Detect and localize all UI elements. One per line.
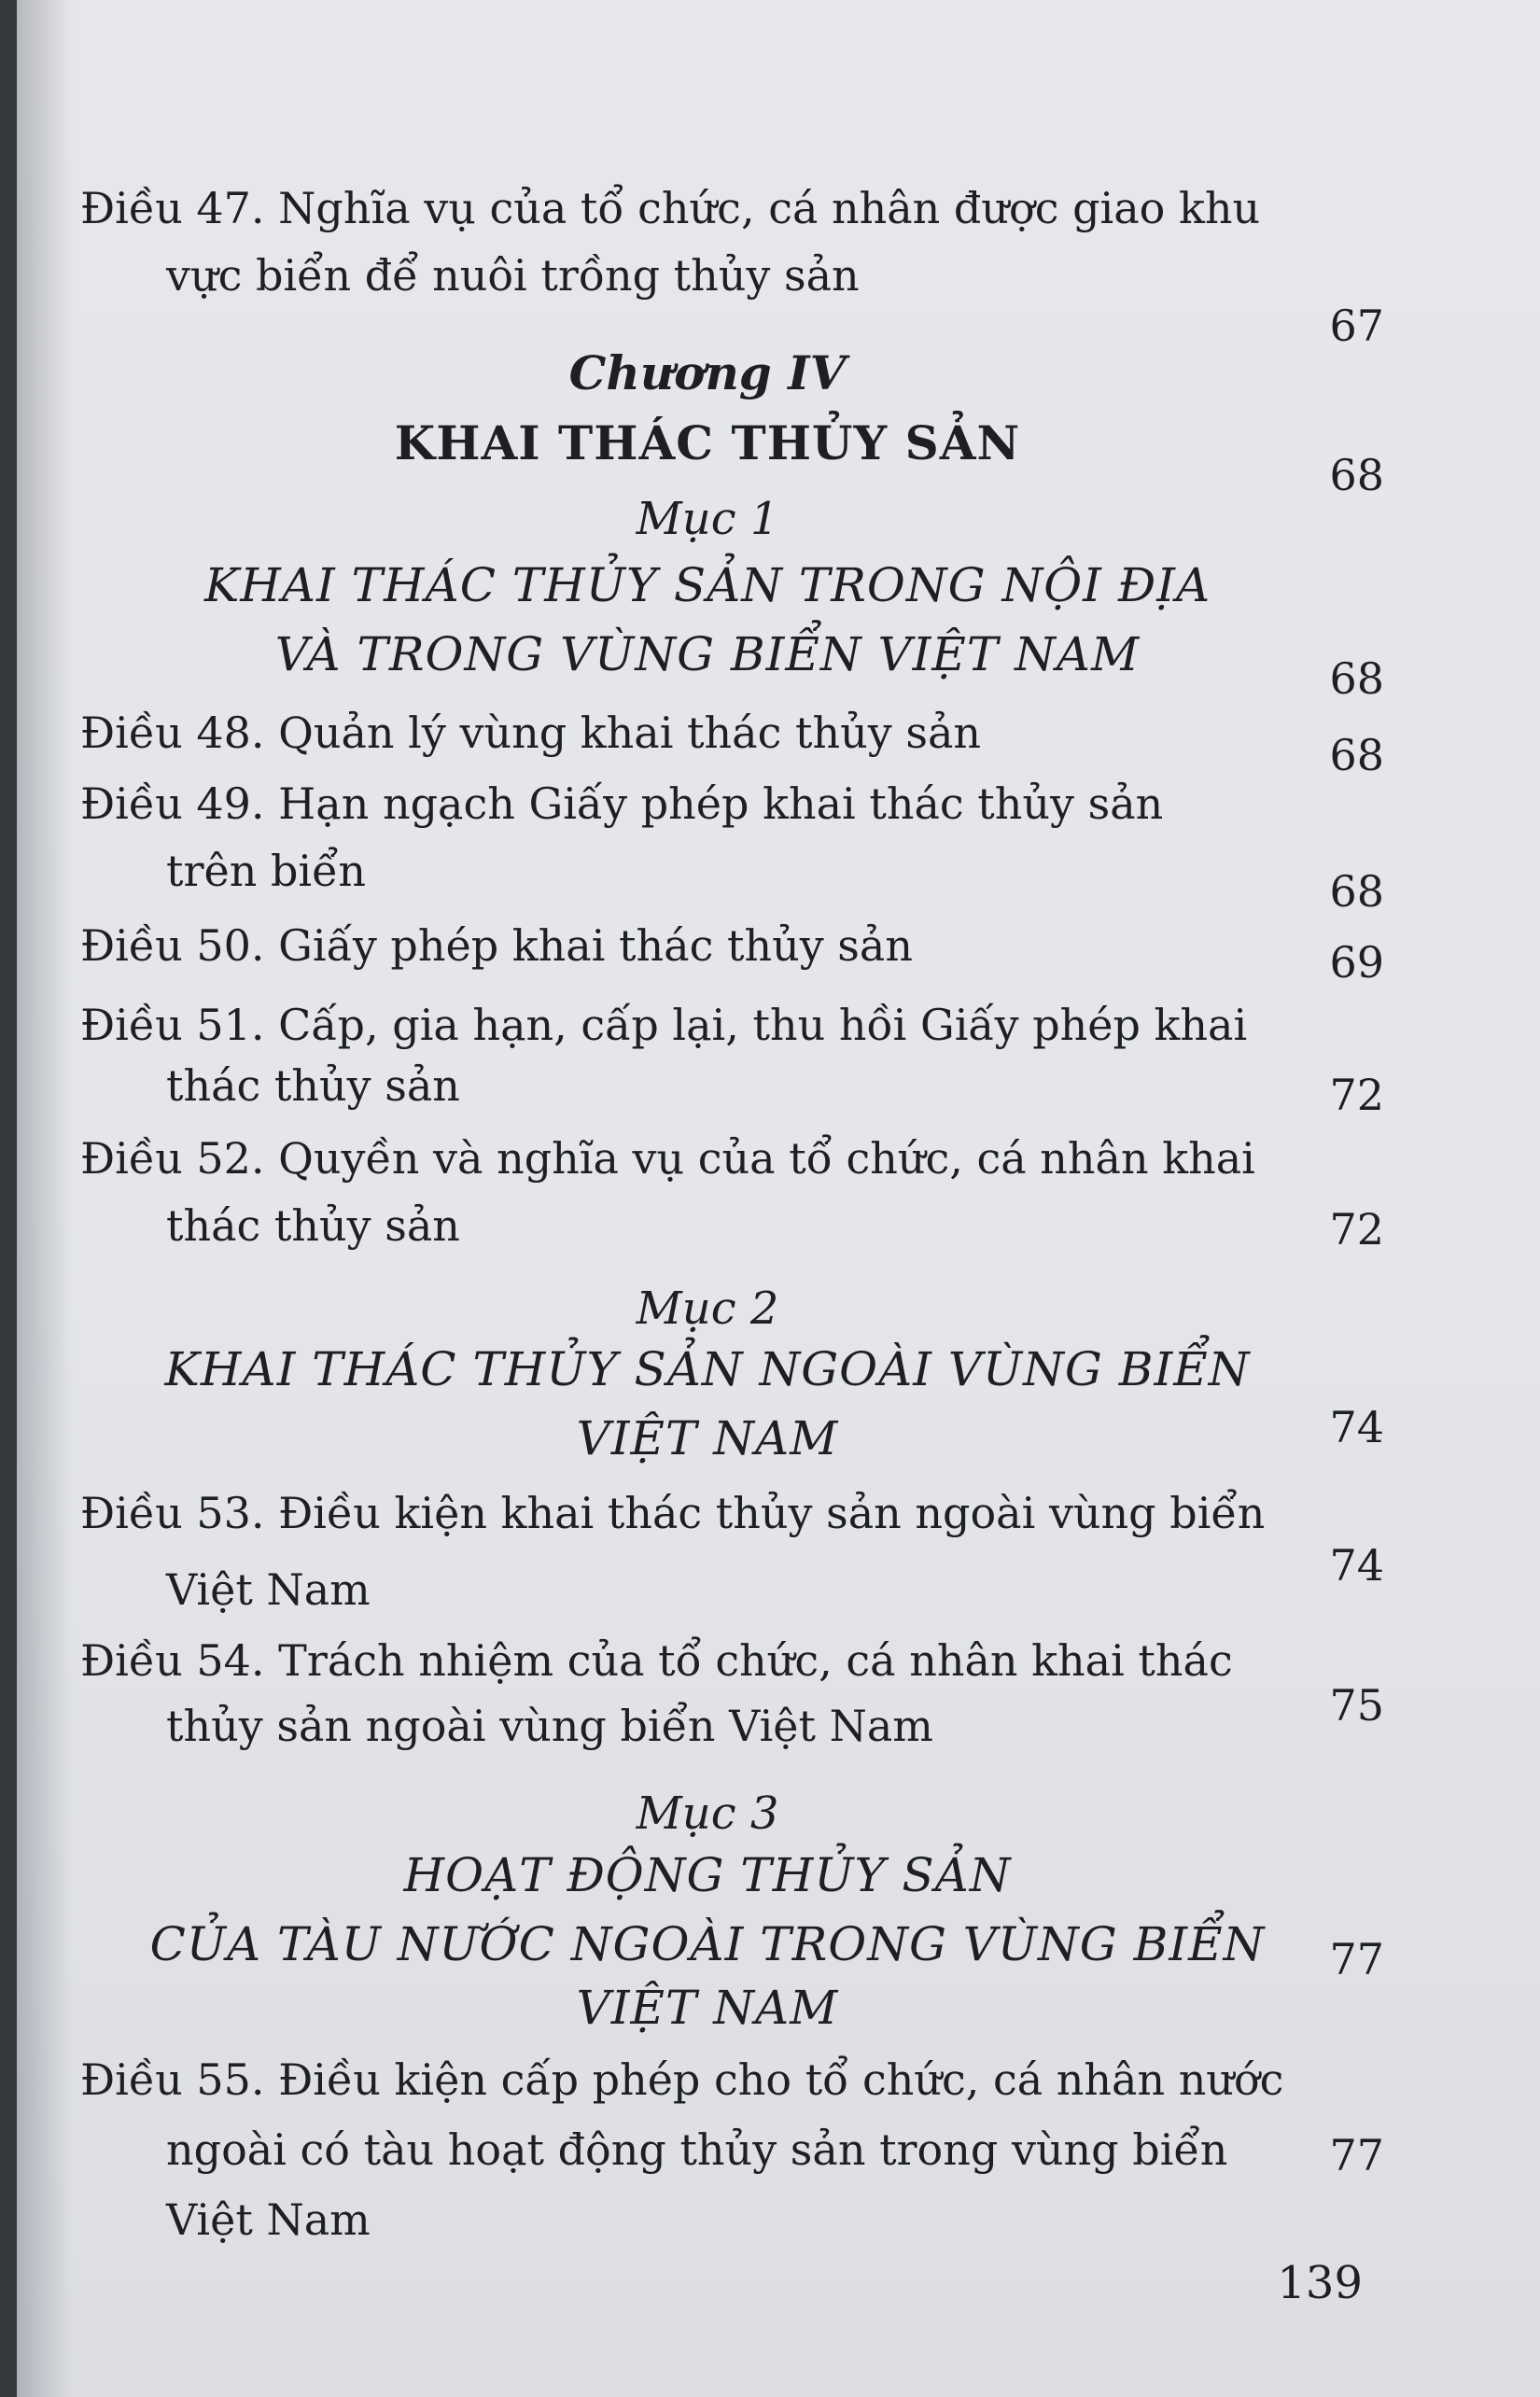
toc-entry-54-page: 75	[1329, 1680, 1384, 1731]
toc-entry-53-line-1: Điều 53. Điều kiện khai thác thủy sản ngoài vùng biển	[80, 1488, 1266, 1538]
toc-entry-47-page: 67	[1329, 301, 1384, 351]
toc-entry-47-line-1: Điều 47. Nghĩa vụ của tổ chức, cá nhân được giao khu	[80, 183, 1261, 233]
toc-entry-54-line-1: Điều 54. Trách nhiệm của tổ chức, cá nhân khai thác	[80, 1635, 1233, 1686]
section-3-title-line-2: CỦA TÀU NƯỚC NGOÀI TRONG VÙNG BIỂN	[149, 1917, 1266, 1971]
toc-entry-55-page: 77	[1329, 2130, 1384, 2180]
toc-entry-49-line-1: Điều 49. Hạn ngạch Giấy phép khai thác thủy sản	[80, 778, 1164, 829]
page-number: 139	[1277, 2257, 1363, 2309]
toc-entry-48-page: 68	[1329, 730, 1384, 780]
section-3-label: Mục 3	[636, 1787, 779, 1840]
toc-entry-52-line-1: Điều 52. Quyền và nghĩa vụ của tổ chức, cá nhân khai	[80, 1133, 1255, 1184]
section-2-title-line-2: VIỆT NAM	[576, 1411, 839, 1465]
section-1-page: 68	[1329, 653, 1384, 704]
toc-entry-50-page: 69	[1329, 937, 1384, 988]
section-1-title-line-2: VÀ TRONG VÙNG BIỂN VIỆT NAM	[274, 627, 1141, 681]
toc-entry-49-page: 68	[1329, 866, 1384, 917]
toc-entry-49-line-2: trên biển	[166, 846, 367, 896]
section-3-title-line-3: VIỆT NAM	[576, 1981, 839, 2035]
toc-entry-51-page: 72	[1329, 1070, 1384, 1120]
toc-entry-51-line-1: Điều 51. Cấp, gia hạn, cấp lại, thu hồi Giấy phép khai	[80, 1000, 1248, 1050]
toc-entry-50-line-1: Điều 50. Giấy phép khai thác thủy sản	[80, 920, 913, 971]
section-1-label: Mục 1	[636, 493, 779, 545]
section-1-title-line-1: KHAI THÁC THỦY SẢN TRONG NỘI ĐỊA	[203, 558, 1211, 612]
chapter-title: KHAI THÁC THỦY SẢN	[394, 415, 1021, 470]
toc-entry-54-line-2: thủy sản ngoài vùng biển Việt Nam	[166, 1701, 933, 1751]
toc-entry-52-line-2: thác thủy sản	[166, 1200, 460, 1251]
section-2-label: Mục 2	[636, 1283, 779, 1335]
toc-entry-55-line-2: ngoài có tàu hoạt động thủy sản trong vùng biển	[166, 2124, 1228, 2175]
toc-entry-55-line-3: Việt Nam	[166, 2194, 371, 2245]
toc-entry-47-line-2: vực biển để nuôi trồng thủy sản	[166, 250, 860, 301]
toc-entry-53-page: 74	[1329, 1540, 1384, 1591]
toc-entry-48-line-1: Điều 48. Quản lý vùng khai thác thủy sản	[80, 708, 981, 758]
section-3-title-line-1: HOẠT ĐỘNG THỦY SẢN	[403, 1848, 1012, 1902]
toc-entry-55-line-1: Điều 55. Điều kiện cấp phép cho tổ chức, cá nhân nước	[80, 2054, 1284, 2105]
section-2-page: 74	[1329, 1402, 1384, 1452]
toc-entry-53-line-2: Việt Nam	[166, 1564, 371, 1615]
section-3-page: 77	[1329, 1934, 1384, 1984]
book-page	[17, 0, 1540, 2397]
toc-entry-51-line-2: thác thủy sản	[166, 1060, 460, 1111]
section-2-title-line-1: KHAI THÁC THỦY SẢN NGOÀI VÙNG BIỂN	[164, 1342, 1251, 1396]
chapter-label: Chương IV	[568, 345, 847, 400]
toc-entry-52-page: 72	[1329, 1204, 1384, 1255]
chapter-page: 68	[1329, 450, 1384, 500]
